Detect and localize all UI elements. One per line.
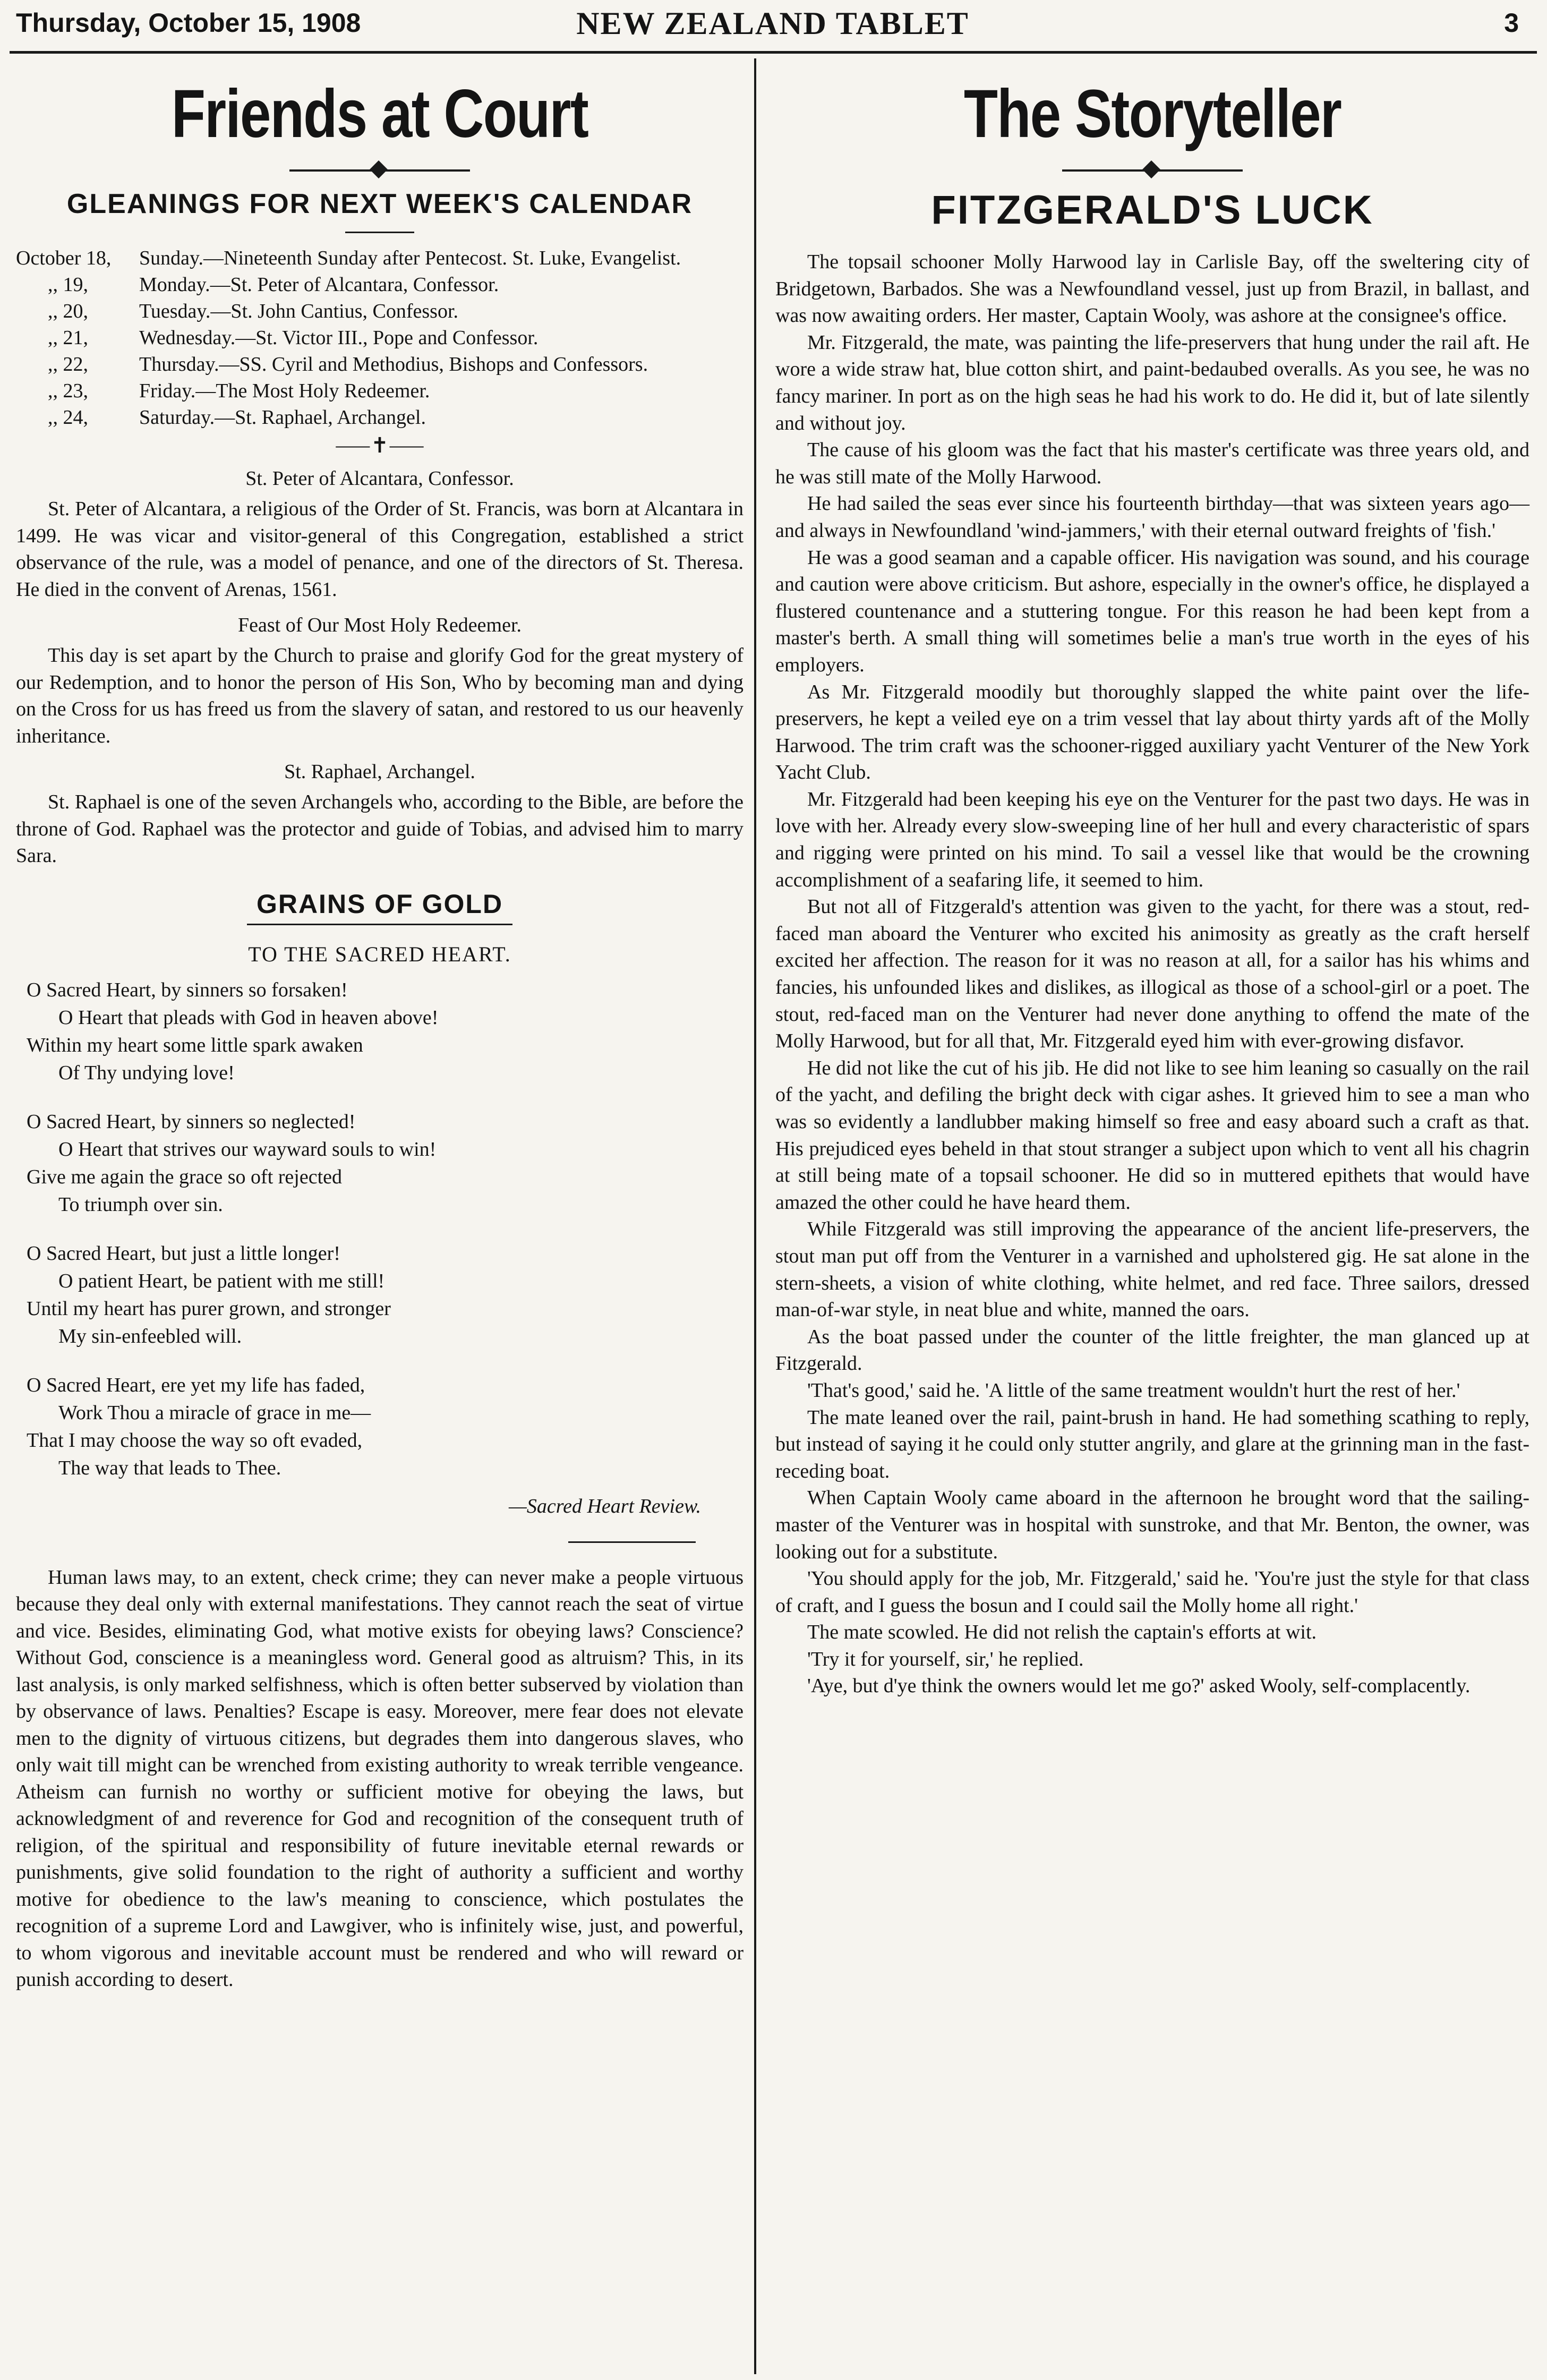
masthead — [16, 7, 1529, 40]
left-column — [16, 74, 743, 1993]
divider — [247, 924, 512, 925]
calendar-date: ,, 20, — [48, 300, 88, 322]
calendar-text: Thursday.—SS. Cyril and Methodius, Bishops and Confessors. — [139, 353, 648, 376]
masthead-rule — [10, 51, 1537, 54]
right-column — [775, 74, 1529, 1700]
section-title: Friends at Court — [171, 76, 588, 152]
poem — [16, 976, 743, 1482]
diamond-ornament-icon — [289, 158, 470, 183]
calendar-item — [16, 245, 743, 271]
calendar-date: ,, 23, — [48, 380, 88, 402]
feast-heading: St. Raphael, Archangel. — [284, 761, 475, 783]
calendar-item — [16, 404, 743, 431]
poem-title: TO THE SACRED HEART. — [248, 942, 511, 966]
poem-line: The way that leads to Thee. — [58, 1456, 281, 1479]
feast-text: This day is set apart by the Church to praise and glorify God for the great mystery of our Redemption, and to honor the person of His Son, Who by becoming man and dying on the Cross for us has freed us from the slavery of satan, and restored to us our heavenly inheritance. — [16, 644, 743, 747]
story-paragraph: When Captain Wooly came aboard in the afternoon he brought word that the sailing-master of the Venturer was in hospital with sunstroke, and that Mr. Benton, the owner, was looking out for a substitute. — [775, 1487, 1529, 1563]
poem-line: Give me again the grace so oft rejected — [27, 1165, 342, 1188]
calendar-item — [16, 298, 743, 325]
poem-line: Within my heart some little spark awaken — [27, 1034, 363, 1056]
calendar-date: ,, 22, — [48, 353, 88, 376]
poem-line: That I may choose the way so oft evaded, — [27, 1429, 363, 1452]
calendar-heading: GLEANINGS FOR NEXT WEEK'S CALENDAR — [66, 189, 693, 219]
calendar-item — [16, 325, 743, 351]
story-paragraph: While Fitzgerald was still improving the appearance of the ancient life-preservers, the stout man put off from the Venturer in a varnished and upholstered gig. He sat alone in the stern-sheets, a vision of white clothing, white helmet, and red face. Three sailors, dressed man-of-war style, in neat blue and white, manned the oars. — [775, 1218, 1529, 1321]
calendar-text: Saturday.—St. Raphael, Archangel. — [139, 406, 426, 429]
story-paragraph: He had sailed the seas ever since his fourteenth birthday—that was sixteen years ago—and always in Newfoundland 'wind-jammers,' with their eternal outward freights of 'fish.' — [775, 492, 1529, 542]
feast-heading: Feast of Our Most Holy Redeemer. — [237, 614, 522, 636]
story-paragraph: The cause of his gloom was the fact that his master's certificate was three years old, and he was still mate of the Molly Harwood. — [775, 439, 1529, 488]
story-paragraph: 'Try it for yourself, sir,' he replied. — [807, 1648, 1084, 1670]
poem-line: O Heart that strives our wayward souls to win! — [58, 1138, 437, 1161]
story-paragraph: 'That's good,' said he. 'A little of the same treatment wouldn't hurt the rest of her.' — [807, 1379, 1460, 1402]
story-paragraph: The mate scowled. He did not relish the captain's efforts at wit. — [807, 1621, 1317, 1644]
column-divider — [754, 58, 756, 2374]
calendar-list — [16, 245, 743, 431]
feast-heading: St. Peter of Alcantara, Confessor. — [245, 467, 514, 490]
calendar-item — [16, 271, 743, 298]
story-paragraph: He did not like the cut of his jib. He did not like to see him leaning so casually on the rail of the yacht, and defiling the bright deck with cigar ashes. It grieved him to see a man who was so evidently a landlubber making himself so free and easy aboard such a craft as that. His prejudiced eyes beheld in that stout stranger a subject upon which to vent all his chagrin at still being mate of a topsail schooner. He did so in muttered epithets that would have amazed the other could he have heard them. — [775, 1056, 1529, 1214]
calendar-item — [16, 378, 743, 404]
poem-line: My sin-enfeebled will. — [58, 1325, 242, 1347]
calendar-item — [16, 351, 743, 378]
poem-line: Of Thy undying love! — [58, 1061, 235, 1084]
poem-stanza — [27, 1240, 743, 1350]
paper-title: NEW ZEALAND TABLET — [576, 6, 969, 41]
story-paragraph: 'Aye, but d'ye think the owners would let me go?' asked Wooly, self-complacently. — [807, 1675, 1471, 1697]
poem-line: O Sacred Heart, by sinners so neglected! — [27, 1110, 356, 1133]
story-paragraph: The topsail schooner Molly Harwood lay in Carlisle Bay, off the sweltering city of Bridgetown, Barbados. She was a Newfoundland vessel, just up from Brazil, in ballast, and was now awaiting orders. Her master, Captain Wooly, was ashore at the consignee's office. — [775, 251, 1529, 327]
calendar-text: Friday.—The Most Holy Redeemer. — [139, 380, 430, 402]
section-title: The Storyteller — [963, 76, 1341, 152]
poem-line: Work Thou a miracle of grace in me— — [58, 1401, 371, 1424]
story-paragraph: As Mr. Fitzgerald moodily but thoroughly slapped the white paint over the life-preservers, he kept a veiled eye on a trim vessel that lay about thirty yards aft of the Molly Harwood. The trim craft was the schooner-rigged auxiliary yacht Venturer of the New York Yacht Club. — [775, 680, 1529, 784]
grains-heading: GRAINS OF GOLD — [256, 889, 503, 919]
issue-date: Thursday, October 15, 1908 — [16, 8, 361, 38]
poem-line: O Heart that pleads with God in heaven above! — [58, 1006, 439, 1029]
cross-ornament-icon: ⸺✝⸺ — [335, 433, 425, 457]
poem-line: To triumph over sin. — [58, 1193, 223, 1216]
calendar-text: Monday.—St. Peter of Alcantara, Confessor. — [139, 274, 499, 296]
spacer — [775, 235, 1529, 249]
poem-attribution: —Sacred Heart Review. — [509, 1495, 701, 1517]
poem-line: O Sacred Heart, but just a little longer! — [27, 1242, 340, 1265]
poem-stanza — [27, 1371, 743, 1482]
calendar-date: October 18, — [16, 247, 112, 269]
story-paragraph: But not all of Fitzgerald's attention was given to the yacht, for there was a stout, red-faced man aboard the Venturer who excited his animosity as greatly as the craft herself excited her affection. The reason for it was no reason at all, for a sailor has his whims and fancies, his unfounded likes and dislikes, as illogical as those of a school-girl or a poet. The stout, red-faced man on the Venturer had never done anything to offend the mate of the Molly Harwood, but for all that, Mr. Fitzgerald eyed him with ever-growing disfavor. — [775, 895, 1529, 1053]
divider — [568, 1541, 696, 1543]
calendar-text: Wednesday.—St. Victor III., Pope and Confessor. — [139, 327, 539, 349]
calendar-date: ,, 24, — [48, 406, 88, 429]
essay-text: Human laws may, to an extent, check crime; they can never make a people virtuous because they deal only with external manifestations. They cannot reach the seat of virtue and vice. Besides, eliminating God, what motive exists for obeying laws? Conscience? Without God, conscience is a meaningless word. General good as altruism? This, in its last analysis, is only marked selfishness, which is often better subserved by violation than by observance of laws. Penalties? Escape is easy. Moreover, mere fear does not elevate men to the dignity of virtuous citizens, but degrades them into dangerous slaves, who only wait till might can be wrenched from existing authority to wreak terrible vengeance. Atheism can furnish no worthy or sufficient motive for obeying the laws, but acknowledgment of and reverence for God and recognition of the consequent truth of religion, of the spiritual and responsibility of future inevitable eternal rewards or punishments, give solid foundation to the right of authority a sufficient and worthy motive for obedience to the law's meaning to conscience, which postulates the recognition of a supreme Lord and Lawgiver, who is infinitely wise, just, and powerful, to whom vigorous and inevitable account must be rendered and who will reward or punish according to desert. — [16, 1566, 743, 1991]
poem-line: Until my heart has purer grown, and stronger — [27, 1297, 391, 1320]
calendar-date: ,, 21, — [48, 327, 88, 349]
calendar-text: Tuesday.—St. John Cantius, Confessor. — [139, 300, 459, 322]
story-paragraph: Mr. Fitzgerald had been keeping his eye on the Venturer for the past two days. He was in love with her. Already every slow-sweeping line of her hull and every characteristic of spars and rigging were printed on his mind. To sail a vessel like that would be the crowning accomplishment of a seafaring life, it seemed to him. — [775, 788, 1529, 891]
story-title: FITZGERALD'S LUCK — [931, 187, 1374, 233]
feast-text: St. Raphael is one of the seven Archangels who, according to the Bible, are before the throne of God. Raphael was the protector and guide of Tobias, and advised him to marry Sara. — [16, 791, 743, 867]
calendar-text: Sunday.—Nineteenth Sunday after Pentecost. St. Luke, Evangelist. — [139, 247, 681, 269]
poem-line: O patient Heart, be patient with me still! — [58, 1269, 385, 1292]
poem-stanza — [27, 976, 743, 1087]
calendar-date: ,, 19, — [48, 274, 88, 296]
poem-line: O Sacred Heart, ere yet my life has faded, — [27, 1374, 365, 1396]
page-number: 3 — [1504, 8, 1519, 38]
story-paragraph: Mr. Fitzgerald, the mate, was painting the life-preservers that hung under the rail aft. He wore a wide straw hat, blue cotton shirt, and paint-bedaubed overalls. As you see, he was no fancy mariner. In port as on the high seas he had his work to do. He did it, but of late silently and without joy. — [775, 331, 1529, 434]
divider — [345, 232, 414, 233]
poem-line: O Sacred Heart, by sinners so forsaken! — [27, 978, 348, 1001]
story-paragraph: The mate leaned over the rail, paint-brush in hand. He had something scathing to reply, but instead of saying it he could only stutter angrily, and glare at the grinning man in the fast-receding boat. — [775, 1406, 1529, 1482]
diamond-ornament-icon — [1062, 158, 1243, 183]
poem-stanza — [27, 1108, 743, 1218]
feast-text: St. Peter of Alcantara, a religious of the Order of St. Francis, was born at Alcantara in 1499. He was vicar and visitor-general of this Congregation, established a strict observance of the rule, was a model of penance, and one of the directors of St. Theresa. He died in the convent of Arenas, 1561. — [16, 498, 743, 601]
story-paragraph: As the boat passed under the counter of the little freighter, the man glanced up at Fitzgerald. — [775, 1325, 1529, 1375]
story-paragraph: 'You should apply for the job, Mr. Fitzgerald,' said he. 'You're just the style for that class of craft, and I guess the bosun and I could sail the Molly home all right.' — [775, 1567, 1529, 1617]
story-paragraph: He was a good seaman and a capable officer. His navigation was sound, and his courage and caution were above criticism. But ashore, especially in the owner's office, he displayed a flustered countenance and a stuttering tongue. For this reason he had been kept from a master's berth. A small thing will sometimes belie a man's true worth in the eyes of his employers. — [775, 546, 1529, 676]
